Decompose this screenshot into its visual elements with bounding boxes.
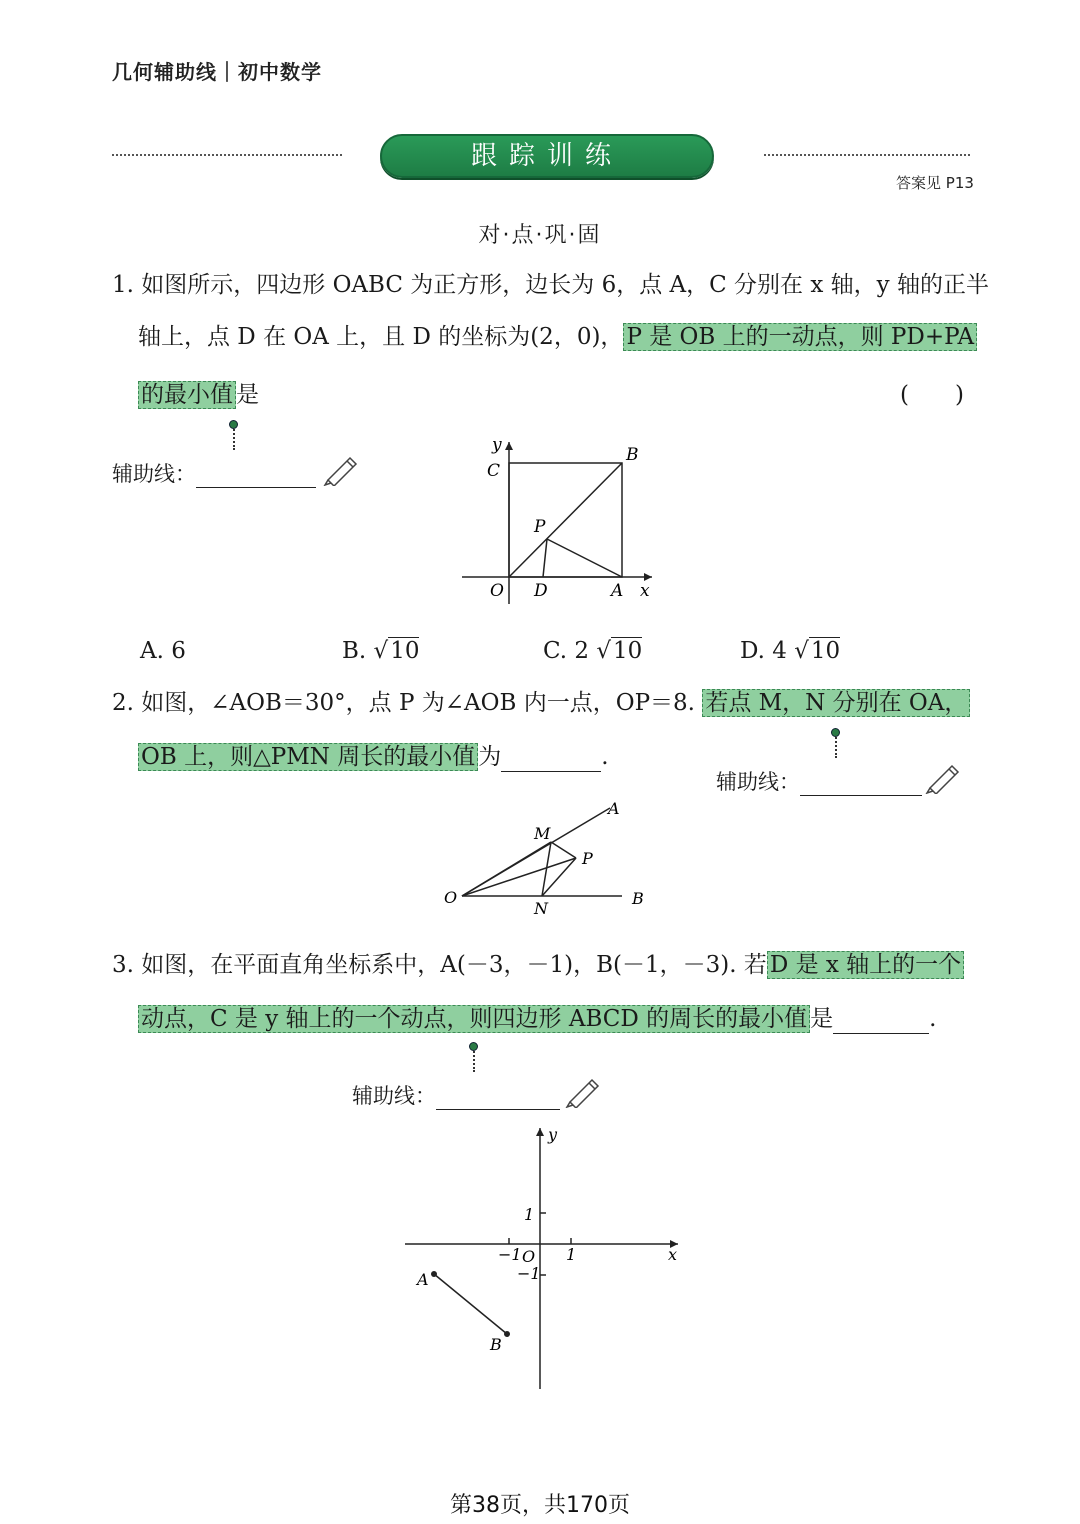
- q1-line3: [138, 380, 259, 410]
- pencil-icon: [564, 1074, 604, 1108]
- q1-choice-b[interactable]: [342, 638, 419, 664]
- q1-label-O: O: [490, 581, 504, 601]
- right-divider: [764, 154, 970, 156]
- q1-text-line3: 是: [236, 382, 259, 408]
- q2-figure: [440, 796, 660, 921]
- q1-label-x: x: [640, 581, 650, 601]
- q2-label-A: A: [608, 799, 620, 818]
- q1-choice-b-radicand: 10: [390, 638, 420, 664]
- q3-text-line2: 是: [810, 1006, 834, 1032]
- q1-label-C: C: [487, 461, 501, 481]
- q2-text-line2: 为: [478, 744, 502, 770]
- q1-annotation-marker: [233, 426, 237, 450]
- q3-highlight-2: 动点，C 是 y 轴上的一个动点，则四边形 ABCD 的周长的最小值: [138, 1005, 810, 1033]
- q2-annotation-dot: [831, 728, 840, 737]
- q3-aux-line: [352, 1080, 560, 1110]
- left-divider: [112, 154, 342, 156]
- q3-line2: [138, 1004, 936, 1034]
- q1-label-B: B: [626, 445, 639, 465]
- q3-period: .: [929, 1006, 937, 1032]
- q2-aux-label: 辅助线：: [716, 770, 800, 794]
- q1-text-line2: 轴上，点 D 在 OA 上，且 D 的坐标为(2，0)，: [138, 324, 624, 350]
- sqrt-icon: √: [794, 638, 809, 664]
- q3-line1: [112, 950, 964, 980]
- q1-text-line1: 1. 如图所示，四边形 OABC 为正方形，边长为 6，点 A，C 分别在 x 轴，y 轴的正半: [112, 272, 989, 298]
- q3-answer-blank[interactable]: [833, 1011, 929, 1034]
- subsection-title: 对·点·巩·固: [478, 223, 602, 248]
- q2-text-line1: 2. 如图，∠AOB＝30°，点 P 为∠AOB 内一点，OP＝8.: [112, 690, 695, 716]
- q1-choice-c-radicand: 10: [613, 638, 643, 664]
- book-header: 几何辅助线｜初中数学: [112, 60, 322, 84]
- q1-line1: [112, 270, 989, 300]
- sqrt-icon: √: [596, 638, 612, 664]
- q3-highlight-1: D 是 x 轴上的一个: [767, 951, 964, 979]
- q3-tick-neg1-y: −1: [517, 1264, 541, 1283]
- q1-label-P: P: [534, 517, 546, 537]
- q3-aux-label: 辅助线：: [352, 1084, 436, 1108]
- q2-label-N: N: [534, 899, 548, 918]
- q1-choice-d[interactable]: [740, 638, 840, 664]
- q1-aux-blank[interactable]: [196, 465, 316, 488]
- q1-label-D: D: [534, 581, 548, 601]
- q1-label-y: y: [492, 436, 502, 455]
- page-footer: 第38页，共170页: [450, 1493, 630, 1518]
- sqrt-icon: √: [373, 638, 389, 664]
- q3-label-B: B: [490, 1335, 502, 1354]
- q2-highlight-2: OB 上，则△PMN 周长的最小值: [138, 743, 478, 771]
- q1-aux-label: 辅助线：: [112, 462, 196, 486]
- q3-aux-blank[interactable]: [436, 1087, 560, 1110]
- q1-choice-a[interactable]: A. 6: [140, 638, 186, 664]
- section-banner: 跟踪训练: [380, 134, 714, 178]
- q2-aux-blank[interactable]: [800, 773, 922, 796]
- q1-aux-line: [112, 458, 316, 488]
- q3-annotation-marker: [473, 1048, 477, 1072]
- q3-text-line1: 3. 如图，在平面直角坐标系中，A(－3，－1)，B(－1，－3). 若: [112, 952, 767, 978]
- q3-label-O: O: [522, 1247, 536, 1266]
- q1-highlight-1: P 是 OB 上的一动点，则 PD+PA: [623, 323, 977, 351]
- q3-label-A: A: [417, 1270, 429, 1289]
- q2-line2: [138, 742, 609, 772]
- q2-label-P: P: [582, 849, 593, 868]
- q3-label-x: x: [668, 1245, 678, 1264]
- q1-answer-paren: ( ): [900, 382, 964, 408]
- q1-label-A: A: [611, 581, 624, 601]
- q2-annotation-marker: [835, 734, 839, 758]
- q1-choice-d-prefix: D. 4: [740, 638, 787, 664]
- q2-aux-line: [716, 766, 922, 796]
- q2-label-O: O: [444, 888, 458, 907]
- q1-highlight-2: 的最小值: [138, 381, 236, 409]
- q3-annotation-dot: [469, 1042, 478, 1051]
- answer-reference: 答案见 P13: [896, 174, 974, 192]
- q1-choice-c[interactable]: [543, 638, 642, 664]
- q1-figure: [440, 436, 670, 611]
- q2-label-M: M: [534, 824, 551, 843]
- pencil-icon: [924, 760, 964, 794]
- q2-line1: [112, 688, 970, 718]
- q1-line2: [138, 322, 977, 352]
- q2-period: .: [601, 744, 609, 770]
- q2-label-B: B: [632, 889, 644, 908]
- q3-tick-1-x: 1: [566, 1245, 577, 1264]
- q1-choice-b-prefix: B.: [342, 638, 374, 664]
- q3-figure: [400, 1124, 690, 1392]
- q3-tick-1-y: 1: [524, 1205, 535, 1224]
- q1-choice-c-prefix: C. 2: [543, 638, 590, 664]
- q2-answer-blank[interactable]: [501, 749, 601, 772]
- q1-choice-d-radicand: 10: [810, 638, 841, 664]
- q1-annotation-dot: [229, 420, 238, 429]
- q3-tick-neg1-x: −1: [498, 1245, 522, 1264]
- pencil-icon: [322, 452, 362, 486]
- q3-label-y: y: [548, 1125, 558, 1144]
- q2-highlight-1: 若点 M，N 分别在 OA，: [702, 689, 970, 717]
